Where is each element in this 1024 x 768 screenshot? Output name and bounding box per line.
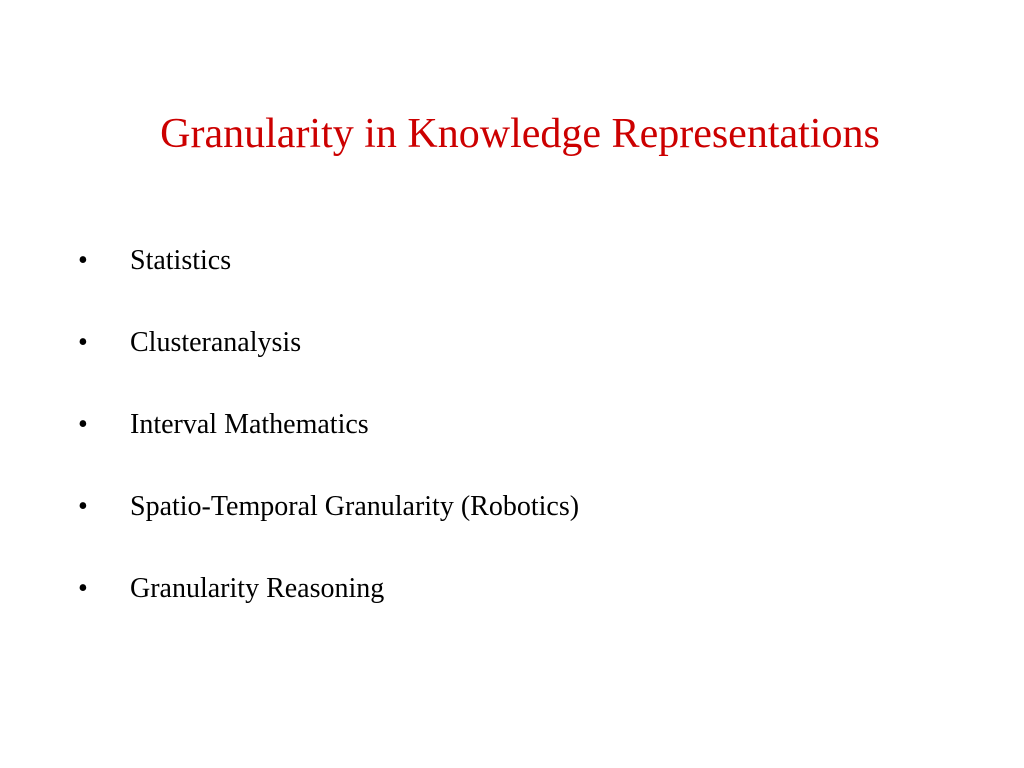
list-item (0, 238, 1024, 320)
bullet-text: Granularity Reasoning (130, 573, 385, 604)
slide-title: Granularity in Knowledge Representations (160, 111, 880, 157)
bullet-text: Spatio-Temporal Granularity (Robotics) (130, 491, 580, 522)
list-item (0, 484, 1024, 566)
bullet-text: Statistics (130, 245, 232, 276)
bullet-marker: • (78, 409, 88, 440)
bullet-marker: • (78, 245, 88, 276)
list-item (0, 566, 1024, 648)
bullet-text: Interval Mathematics (130, 409, 369, 440)
bullet-list (0, 238, 1024, 648)
bullet-marker: • (78, 491, 88, 522)
bullet-marker: • (78, 327, 88, 358)
list-item (0, 320, 1024, 402)
bullet-marker: • (78, 573, 88, 604)
bullet-text: Clusteranalysis (130, 327, 302, 358)
list-item (0, 402, 1024, 484)
